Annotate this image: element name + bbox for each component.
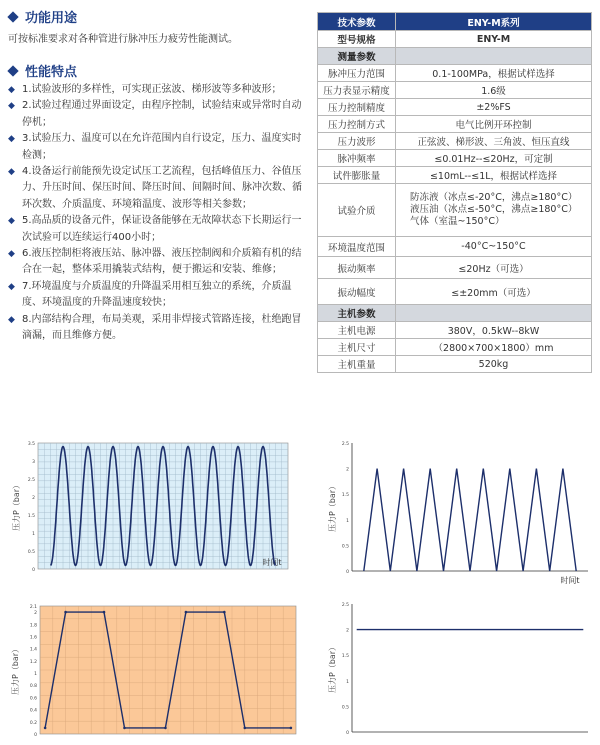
feature-item [8, 279, 308, 312]
spec-value: -40°C~150°C [396, 237, 592, 257]
spec-medium-line: 气体（室温~150°C） [410, 216, 505, 227]
y-tick-label: 0.5 [341, 544, 349, 550]
spec-value: 1.6级 [396, 82, 592, 99]
function-section-title [6, 7, 77, 26]
spec-row [318, 99, 592, 116]
feature-text: 6.液压控制柜将液压站、脉冲器、液压控制阀和介质箱有机的结合在一起，整体采用撬装式结构，便于搬运和安装、维修； [22, 248, 302, 276]
diamond-bullet-icon [7, 65, 18, 76]
diamond-bullet-icon: ◆ [8, 167, 15, 178]
diamond-bullet-icon: ◆ [8, 216, 15, 227]
spec-group-measure-blank [396, 48, 592, 65]
chart-sine-svg [10, 437, 292, 577]
data-point [290, 727, 293, 730]
y-tick-label: 2.5 [341, 603, 349, 608]
y-tick-label: 2 [34, 611, 37, 617]
y-tick-label: 2.1 [29, 605, 37, 610]
function-title: 功能用途 [25, 11, 78, 26]
spec-row [318, 167, 592, 184]
y-tick-label: 1 [346, 518, 349, 524]
data-point [123, 727, 126, 730]
spec-row [318, 65, 592, 82]
y-tick-label: 2.5 [27, 478, 35, 483]
y-tick-label: 1 [34, 672, 37, 678]
y-axis-label: 压力P（bar） [12, 480, 21, 532]
function-description: 可按标准要求对各种管进行脉冲压力疲劳性能测试。 [8, 34, 238, 45]
spec-row [318, 257, 592, 279]
spec-row [318, 82, 592, 99]
y-tick-label: 0.4 [29, 708, 37, 714]
spec-label: 振动频率 [318, 257, 396, 279]
spec-table [317, 12, 592, 373]
spec-label: 主机尺寸 [318, 339, 396, 356]
features-section-title [6, 61, 77, 80]
feature-item [8, 246, 308, 279]
diamond-bullet-icon: ◆ [8, 249, 15, 260]
spec-row [318, 133, 592, 150]
y-tick-label: 1.5 [27, 514, 35, 519]
spec-row [318, 237, 592, 257]
spec-label: 主机重量 [318, 356, 396, 373]
diamond-bullet-icon: ◆ [8, 281, 15, 292]
y-tick-label: 1.2 [29, 659, 37, 665]
y-axis-label: 压力P（bar） [328, 481, 337, 533]
spec-value: 0.1-100MPa，根据试样选择 [396, 65, 592, 82]
spec-value: ≤20Hz（可选） [396, 257, 592, 279]
spec-label: 脉冲压力范围 [318, 65, 396, 82]
spec-label: 压力波形 [318, 133, 396, 150]
y-tick-label: 0.5 [27, 550, 35, 555]
y-tick-label: 0.8 [29, 684, 37, 690]
y-tick-label: 0 [34, 733, 37, 738]
spec-label: 主机电源 [318, 322, 396, 339]
feature-text: 1.试验波形的多样性，可实现正弦波、梯形波等多种波形； [22, 84, 282, 95]
spec-value: 520kg [396, 356, 592, 373]
data-point [164, 727, 167, 730]
chart-trapezoid-svg [10, 590, 300, 740]
x-axis-label: 时间t [560, 576, 580, 585]
spec-label: 压力表显示精度 [318, 82, 396, 99]
spec-group-measure: 测量参数 [318, 48, 396, 65]
spec-label: 环境温度范围 [318, 237, 396, 257]
spec-value: ≤10mL--≤1L，根据试样选择 [396, 167, 592, 184]
spec-label: 试件膨胀量 [318, 167, 396, 184]
y-tick-label: 1.8 [29, 623, 37, 629]
spec-value: 正弦波、梯形波、三角波、恒压直线 [396, 133, 592, 150]
spec-group-host-blank [396, 305, 592, 322]
chart-constant-svg [326, 598, 592, 740]
spec-value: ≤±20mm（可选） [396, 279, 592, 305]
y-tick-label: 1 [346, 679, 349, 685]
feature-text: 8.内部结构合理，布局美观，采用非焊接式管路连接，杜绝跑冒滴漏，而且维修方便。 [22, 313, 302, 342]
spec-row [318, 150, 592, 167]
data-point [185, 611, 188, 614]
spec-model-value: ENY-M [396, 31, 592, 48]
data-point [244, 727, 247, 730]
spec-value: 电气比例开环控制 [396, 116, 592, 133]
feature-text: 7.环境温度与介质温度的升降温采用相互独立的系统，介质温度、环境温度的升降温速度较快； [22, 280, 292, 309]
chart-trapezoid-wave [10, 590, 300, 740]
spec-label: 压力控制方式 [318, 116, 396, 133]
y-tick-label: 1.5 [341, 493, 349, 499]
y-tick-label: 2 [346, 628, 349, 634]
data-point [44, 727, 47, 730]
spec-row [318, 116, 592, 133]
chart-triangle-wave [326, 437, 592, 587]
y-tick-label: 1.6 [29, 635, 37, 641]
spec-value: ≤0.01Hz--≤20Hz，可定制 [396, 150, 592, 167]
data-point [103, 611, 106, 614]
y-tick-label: 0.5 [341, 705, 349, 711]
feature-text: 3.试验压力、温度可以在允许范围内自行设定，压力、温度实时检测； [22, 133, 302, 161]
feature-list [8, 82, 308, 345]
data-point [223, 611, 226, 614]
diamond-bullet-icon: ◆ [8, 101, 15, 112]
x-axis-label: 时间t [262, 558, 282, 567]
feature-item [8, 82, 308, 98]
spec-row [318, 339, 592, 356]
y-tick-label: 2.5 [341, 442, 349, 447]
y-tick-label: 0 [346, 731, 349, 736]
y-tick-label: 0 [32, 568, 35, 573]
spec-medium-line: 液压油（冰点≤-50°C，沸点≥180°C） [410, 204, 578, 215]
spec-label: 振动幅度 [318, 279, 396, 305]
chart-sine-wave [10, 437, 292, 577]
y-tick-label: 1.5 [341, 654, 349, 660]
spec-row [318, 356, 592, 373]
diamond-bullet-icon [7, 11, 18, 22]
spec-value: ±2%FS [396, 99, 592, 116]
feature-item [8, 312, 308, 345]
spec-label: 压力控制精度 [318, 99, 396, 116]
y-axis-label: 压力P（bar） [328, 642, 337, 694]
features-title: 性能特点 [25, 65, 78, 80]
y-tick-label: 1.4 [29, 647, 37, 653]
plot-area [352, 604, 588, 732]
feature-item [8, 213, 308, 246]
spec-medium-label: 试验介质 [318, 184, 396, 237]
diamond-bullet-icon: ◆ [8, 314, 15, 325]
y-tick-label: 0 [346, 570, 349, 575]
spec-medium-line: 防冻液（冰点≤-20°C，沸点≥180°C） [410, 192, 578, 203]
spec-value: （2800×700×1800）mm [396, 339, 592, 356]
diamond-bullet-icon: ◆ [8, 85, 15, 95]
y-tick-label: 3.5 [27, 442, 35, 447]
spec-medium-value [396, 184, 592, 237]
y-tick-label: 2 [346, 467, 349, 473]
y-axis-label: 压力P（bar） [11, 644, 20, 696]
chart-constant-wave [326, 598, 592, 740]
spec-value: 380V，0.5kW--8kW [396, 322, 592, 339]
feature-text: 5.高品质的设备元件，保证设备能够在无故障状态下长期运行一次试验可以连续运行400小时； [22, 215, 302, 243]
feature-item [8, 131, 308, 164]
spec-header-param: 技术参数 [318, 13, 396, 31]
y-tick-label: 1 [32, 532, 35, 537]
feature-text: 2.试验过程通过界面设定，由程序控制，试验结束或异常时自动停机； [22, 100, 302, 128]
y-tick-label: 0.6 [29, 696, 37, 702]
spec-label: 脉冲频率 [318, 150, 396, 167]
y-tick-label: 0.2 [29, 720, 37, 726]
spec-group-host: 主机参数 [318, 305, 396, 322]
y-tick-label: 3 [32, 460, 35, 465]
spec-row [318, 279, 592, 305]
spec-header-series: ENY-M系列 [396, 13, 592, 31]
diamond-bullet-icon: ◆ [8, 134, 15, 145]
y-tick-label: 2 [32, 496, 35, 501]
feature-text: 4.设备运行前能预先设定试压工艺流程，包括峰值压力、谷值压力、升压时间、保压时间、降压时间、间隔时间、脉冲次数、循环次数、介质温度、环境箱温度、波形等相关参数； [22, 166, 302, 210]
feature-item [8, 98, 308, 131]
chart-triangle-svg [326, 437, 592, 587]
data-point [64, 611, 67, 614]
spec-row [318, 322, 592, 339]
spec-model-label: 型号规格 [318, 31, 396, 48]
feature-item [8, 164, 308, 213]
